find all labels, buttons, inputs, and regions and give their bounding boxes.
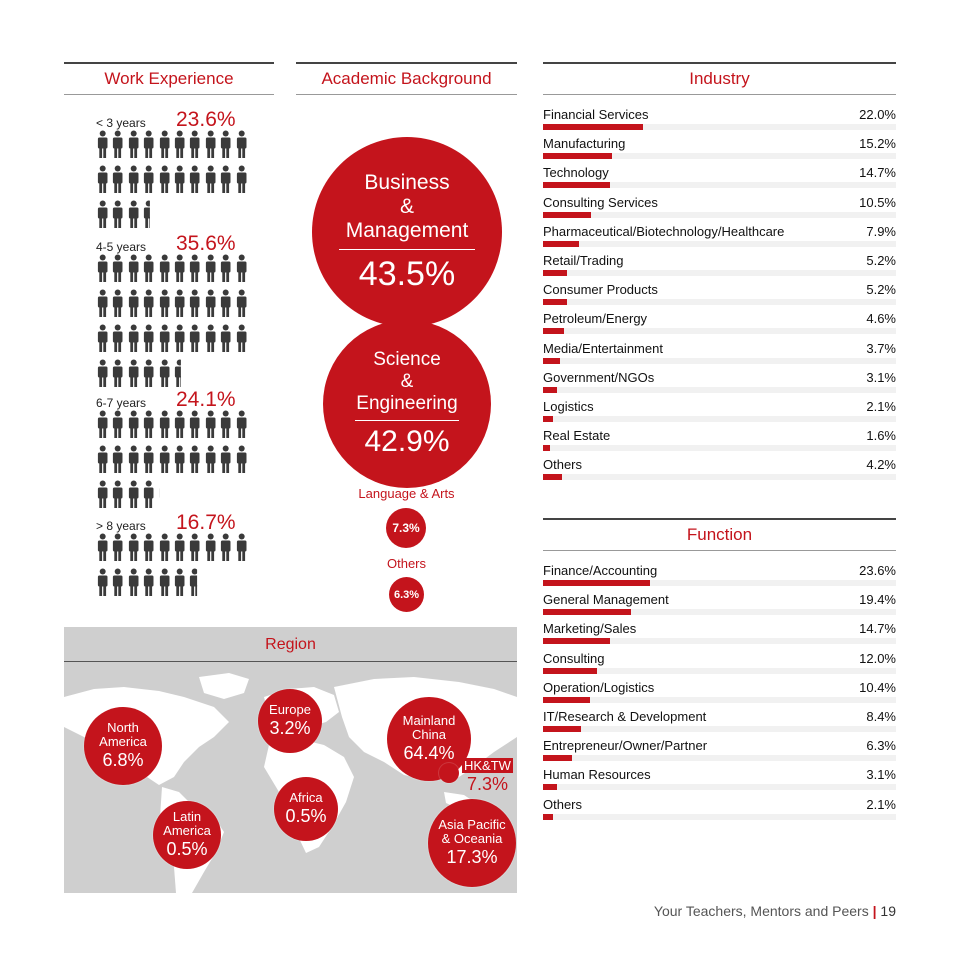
person-icon <box>188 165 203 195</box>
bar-track <box>543 358 896 364</box>
region-hk-tw-label <box>462 758 513 795</box>
academic-divider <box>355 420 459 421</box>
person-icon <box>142 324 157 354</box>
region-name: America <box>99 734 147 749</box>
bar-label: Finance/Accounting <box>543 563 658 578</box>
bar-value: 5.2% <box>866 252 896 268</box>
person-icon <box>188 289 203 319</box>
academic-divider <box>339 249 475 250</box>
bar-value: 10.5% <box>859 194 896 210</box>
bar-value: 3.1% <box>866 369 896 385</box>
person-icon <box>204 410 219 440</box>
bar-row <box>543 457 896 486</box>
academic-language-percent: 7.3% <box>392 521 420 535</box>
person-icon <box>235 130 250 160</box>
bar-track <box>543 153 896 159</box>
person-icon <box>142 568 157 598</box>
person-icon <box>96 359 111 389</box>
bar-track <box>543 609 896 615</box>
bar-value: 14.7% <box>859 165 896 181</box>
person-icon <box>173 533 188 563</box>
bar-fill <box>543 241 579 247</box>
person-icon <box>235 533 250 563</box>
person-icon <box>204 289 219 319</box>
bar-value: 19.4% <box>859 592 896 608</box>
academic-business-line1: Business <box>364 170 450 194</box>
bar-label: Human Resources <box>543 767 651 783</box>
bar-row <box>543 253 896 282</box>
person-icon <box>111 130 126 160</box>
bar-row <box>543 680 896 709</box>
bar-track <box>543 416 896 422</box>
person-icon <box>158 289 173 319</box>
bar-label: Others <box>543 457 583 473</box>
bar-value: 8.4% <box>866 708 896 724</box>
bar-value: 4.6% <box>866 311 896 327</box>
person-icon <box>219 324 234 354</box>
bar-value: 14.7% <box>859 621 896 637</box>
person-icon <box>142 445 157 475</box>
we-label: > 8 years <box>96 519 146 533</box>
person-icon <box>127 324 142 354</box>
bar-value: 22.0% <box>859 107 896 122</box>
bar-label: Petroleum/Energy <box>543 311 648 327</box>
person-icon <box>96 533 111 563</box>
we-label: < 3 years <box>96 116 146 130</box>
person-icon <box>188 324 203 354</box>
person-icon <box>219 533 234 563</box>
region-name: America <box>163 823 211 838</box>
bar-row <box>543 428 896 457</box>
bar-track <box>543 328 896 334</box>
person-icon <box>96 289 111 319</box>
we-label: 6-7 years <box>96 396 147 410</box>
bar-track <box>543 241 896 247</box>
person-icon <box>111 568 126 598</box>
person-icon <box>204 445 219 475</box>
person-icon <box>219 165 234 195</box>
person-icon <box>111 254 126 284</box>
bar-track <box>543 445 896 451</box>
region-europe <box>258 689 322 753</box>
bar-row <box>543 621 896 650</box>
page-number: 19 <box>880 903 896 919</box>
bar-row <box>543 563 896 592</box>
bar-track <box>543 697 896 703</box>
work-experience-header: Work Experience <box>64 62 274 95</box>
region-name: North <box>107 720 139 735</box>
footer <box>654 903 896 919</box>
person-icon <box>142 165 157 195</box>
bar-label: Others <box>543 796 583 812</box>
person-icon <box>111 200 126 230</box>
person-icon <box>235 289 250 319</box>
we-label: 4-5 years <box>96 240 147 254</box>
bar-value: 3.1% <box>866 767 896 783</box>
bar-fill <box>543 580 650 586</box>
function-header: Function <box>543 518 896 551</box>
region-name: Africa <box>289 790 323 805</box>
bar-value: 7.9% <box>866 223 896 239</box>
region-north-america <box>84 707 162 785</box>
bar-track <box>543 212 896 218</box>
person-icon <box>96 130 111 160</box>
person-icon <box>96 324 111 354</box>
person-icon <box>111 410 126 440</box>
academic-science-line2: & <box>400 370 414 392</box>
bar-row <box>543 282 896 311</box>
academic-language-label: Language & Arts <box>358 486 455 501</box>
academic-science-percent: 42.9% <box>364 424 450 458</box>
function-bar-list <box>543 563 896 826</box>
region-name: Asia Pacific <box>438 817 506 832</box>
person-icon <box>173 130 188 160</box>
person-icon <box>204 165 219 195</box>
bar-value: 1.6% <box>866 428 896 444</box>
person-icon <box>127 254 142 284</box>
person-icon <box>127 568 142 598</box>
person-icon <box>96 568 111 598</box>
person-icon <box>111 165 126 195</box>
footer-separator: | <box>872 903 881 919</box>
region-percent: 0.5% <box>166 839 208 859</box>
bar-track <box>543 299 896 305</box>
person-icon <box>96 480 111 510</box>
bar-fill <box>543 814 553 820</box>
region-name: HK&TW <box>464 758 511 773</box>
person-icon <box>235 410 250 440</box>
person-icon <box>96 254 111 284</box>
bar-fill <box>543 609 631 615</box>
person-icon <box>158 165 173 195</box>
bar-value: 15.2% <box>859 136 896 152</box>
person-icon <box>219 445 234 475</box>
bar-fill <box>543 755 572 761</box>
we-percent: 16.7% <box>176 511 236 534</box>
bar-value: 12.0% <box>859 650 896 666</box>
bar-label: Media/Entertainment <box>543 340 663 356</box>
bar-value: 2.1% <box>866 398 896 414</box>
bar-fill <box>543 299 567 305</box>
bar-row <box>543 224 896 253</box>
bar-row <box>543 797 896 826</box>
bar-fill <box>543 445 550 451</box>
academic-business-line2: & <box>399 194 414 218</box>
bar-label: Pharmaceutical/Biotechnology/Healthcare <box>543 223 785 239</box>
region-header-line <box>64 661 517 662</box>
person-icon <box>219 289 234 319</box>
bar-track <box>543 474 896 480</box>
region-name: Europe <box>269 702 311 717</box>
bar-row <box>543 592 896 621</box>
academic-business-percent: 43.5% <box>358 254 456 293</box>
region-title: Region <box>265 636 316 653</box>
person-icon <box>173 445 188 475</box>
bar-value: 6.3% <box>866 738 896 754</box>
bar-label: Real Estate <box>543 428 611 444</box>
person-icon <box>142 254 157 284</box>
bar-row <box>543 399 896 428</box>
person-icon <box>111 324 126 354</box>
region-panel <box>64 627 517 893</box>
bar-track <box>543 124 896 130</box>
bar-label: Retail/Trading <box>543 252 624 268</box>
bar-fill <box>543 726 581 732</box>
person-icon <box>173 289 188 319</box>
bar-value: 23.6% <box>859 563 896 578</box>
bar-track <box>543 387 896 393</box>
bar-label: Government/NGOs <box>543 369 655 385</box>
person-icon <box>204 254 219 284</box>
person-icon <box>142 359 157 389</box>
person-icon <box>158 324 173 354</box>
region-percent: 6.8% <box>102 750 144 770</box>
bar-label: Consulting <box>543 650 605 666</box>
bar-label: Manufacturing <box>543 136 626 152</box>
person-icon <box>158 359 173 389</box>
we-percent: 23.6% <box>176 108 236 131</box>
person-icon <box>127 165 142 195</box>
bar-track <box>543 726 896 732</box>
person-icons <box>96 130 256 235</box>
bar-track <box>543 755 896 761</box>
region-asia-pacific <box>428 799 516 887</box>
region-percent: 7.3% <box>466 774 508 794</box>
person-icon <box>158 410 173 440</box>
person-icon <box>142 200 157 230</box>
bar-label: Technology <box>543 165 609 181</box>
person-icon <box>173 324 188 354</box>
person-icon <box>235 324 250 354</box>
person-icon <box>158 445 173 475</box>
industry-bar-list <box>543 107 896 486</box>
region-africa <box>274 777 338 841</box>
person-icon <box>127 130 142 160</box>
academic-others-percent: 6.3% <box>393 588 420 601</box>
person-icon <box>96 410 111 440</box>
bar-row <box>543 165 896 194</box>
bar-row <box>543 370 896 399</box>
person-icon <box>188 568 203 598</box>
person-icons <box>96 254 256 394</box>
bar-track <box>543 784 896 790</box>
bar-fill <box>543 270 567 276</box>
person-icon <box>127 359 142 389</box>
bar-row <box>543 136 896 165</box>
person-icon <box>127 480 142 510</box>
person-icon <box>188 254 203 284</box>
person-icon <box>188 533 203 563</box>
person-icon <box>204 130 219 160</box>
bar-track <box>543 580 896 586</box>
region-hk-tw-marker <box>439 763 459 783</box>
bar-track <box>543 638 896 644</box>
bar-fill <box>543 668 597 674</box>
bar-label: Financial Services <box>543 107 649 122</box>
person-icon <box>111 480 126 510</box>
person-icon <box>96 445 111 475</box>
region-percent: 0.5% <box>285 806 327 826</box>
bar-track <box>543 182 896 188</box>
person-icon <box>127 445 142 475</box>
bar-value: 2.1% <box>866 796 896 812</box>
region-percent: 3.2% <box>269 718 311 738</box>
bar-fill <box>543 358 560 364</box>
person-icon <box>111 289 126 319</box>
bar-row <box>543 709 896 738</box>
bar-label: Marketing/Sales <box>543 621 637 637</box>
bar-fill <box>543 416 553 422</box>
person-icon <box>127 200 142 230</box>
footer-text: Your Teachers, Mentors and Peers <box>653 903 869 919</box>
region-mainland-china <box>387 697 471 781</box>
bar-label: Consulting Services <box>543 194 658 210</box>
we-percent: 35.6% <box>176 232 236 255</box>
person-icon <box>158 568 173 598</box>
person-icon <box>111 445 126 475</box>
bar-row <box>543 651 896 680</box>
person-icon <box>111 359 126 389</box>
industry-header: Industry <box>543 62 896 95</box>
academic-others-label: Others <box>386 556 426 571</box>
person-icon <box>235 254 250 284</box>
bar-track <box>543 270 896 276</box>
person-icon <box>127 289 142 319</box>
person-icon <box>188 130 203 160</box>
person-icon <box>204 324 219 354</box>
bar-label: Operation/Logistics <box>543 679 655 695</box>
bar-row <box>543 107 896 136</box>
bar-label: IT/Research & Development <box>543 708 707 724</box>
region-percent: 64.4% <box>403 743 455 763</box>
person-icon <box>235 445 250 475</box>
academic-header: Academic Background <box>296 62 517 95</box>
bar-fill <box>543 212 591 218</box>
bar-row <box>543 767 896 796</box>
region-name: & Oceania <box>441 831 503 846</box>
person-icon <box>219 254 234 284</box>
bar-row <box>543 195 896 224</box>
bar-fill <box>543 387 557 393</box>
person-icon <box>173 254 188 284</box>
person-icon <box>158 533 173 563</box>
bar-fill <box>543 697 590 703</box>
bar-label: General Management <box>543 592 669 608</box>
academic-business-line3: Management <box>345 218 469 242</box>
bar-row <box>543 738 896 767</box>
person-icon <box>142 480 157 510</box>
bar-fill <box>543 638 610 644</box>
person-icon <box>158 254 173 284</box>
person-icon <box>111 533 126 563</box>
bar-fill <box>543 328 564 334</box>
person-icons <box>96 533 256 603</box>
person-icon <box>204 533 219 563</box>
bar-label: Logistics <box>543 398 594 414</box>
bar-fill <box>543 784 557 790</box>
bar-label: Entrepreneur/Owner/Partner <box>543 738 708 754</box>
bar-fill <box>543 153 612 159</box>
bar-value: 3.7% <box>866 340 896 356</box>
person-icons <box>96 410 256 515</box>
bar-value: 5.2% <box>866 282 896 298</box>
person-icon <box>158 480 173 510</box>
academic-science-circle <box>323 320 491 488</box>
person-icon <box>235 165 250 195</box>
person-icon <box>173 568 188 598</box>
bar-row <box>543 341 896 370</box>
academic-science-line3: Engineering <box>356 392 458 414</box>
bar-fill <box>543 182 610 188</box>
person-icon <box>127 410 142 440</box>
person-icon <box>142 130 157 160</box>
bar-row <box>543 311 896 340</box>
person-icon <box>173 165 188 195</box>
academic-science-line1: Science <box>373 348 441 370</box>
region-name: Mainland <box>402 713 456 728</box>
bar-fill <box>543 124 643 130</box>
bar-fill <box>543 474 562 480</box>
person-icon <box>142 533 157 563</box>
person-icon <box>188 445 203 475</box>
region-latin-america <box>153 801 221 869</box>
academic-others-circle <box>389 577 424 612</box>
region-name: China <box>412 727 446 742</box>
bar-value: 4.2% <box>866 457 896 473</box>
academic-language-circle <box>386 508 426 548</box>
person-icon <box>173 410 188 440</box>
bar-value: 10.4% <box>859 679 896 695</box>
person-icon <box>219 130 234 160</box>
person-icon <box>142 289 157 319</box>
person-icon <box>142 410 157 440</box>
person-icon <box>96 200 111 230</box>
bar-track <box>543 814 896 820</box>
we-percent: 24.1% <box>176 388 236 411</box>
person-icon <box>96 165 111 195</box>
region-name: Latin <box>172 809 202 824</box>
person-icon <box>158 130 173 160</box>
bar-label: Consumer Products <box>543 282 658 298</box>
person-icon <box>173 359 188 389</box>
academic-business-circle <box>312 137 502 327</box>
person-icon <box>219 410 234 440</box>
region-percent: 17.3% <box>446 847 498 867</box>
person-icon <box>188 410 203 440</box>
person-icon <box>127 533 142 563</box>
bar-track <box>543 668 896 674</box>
